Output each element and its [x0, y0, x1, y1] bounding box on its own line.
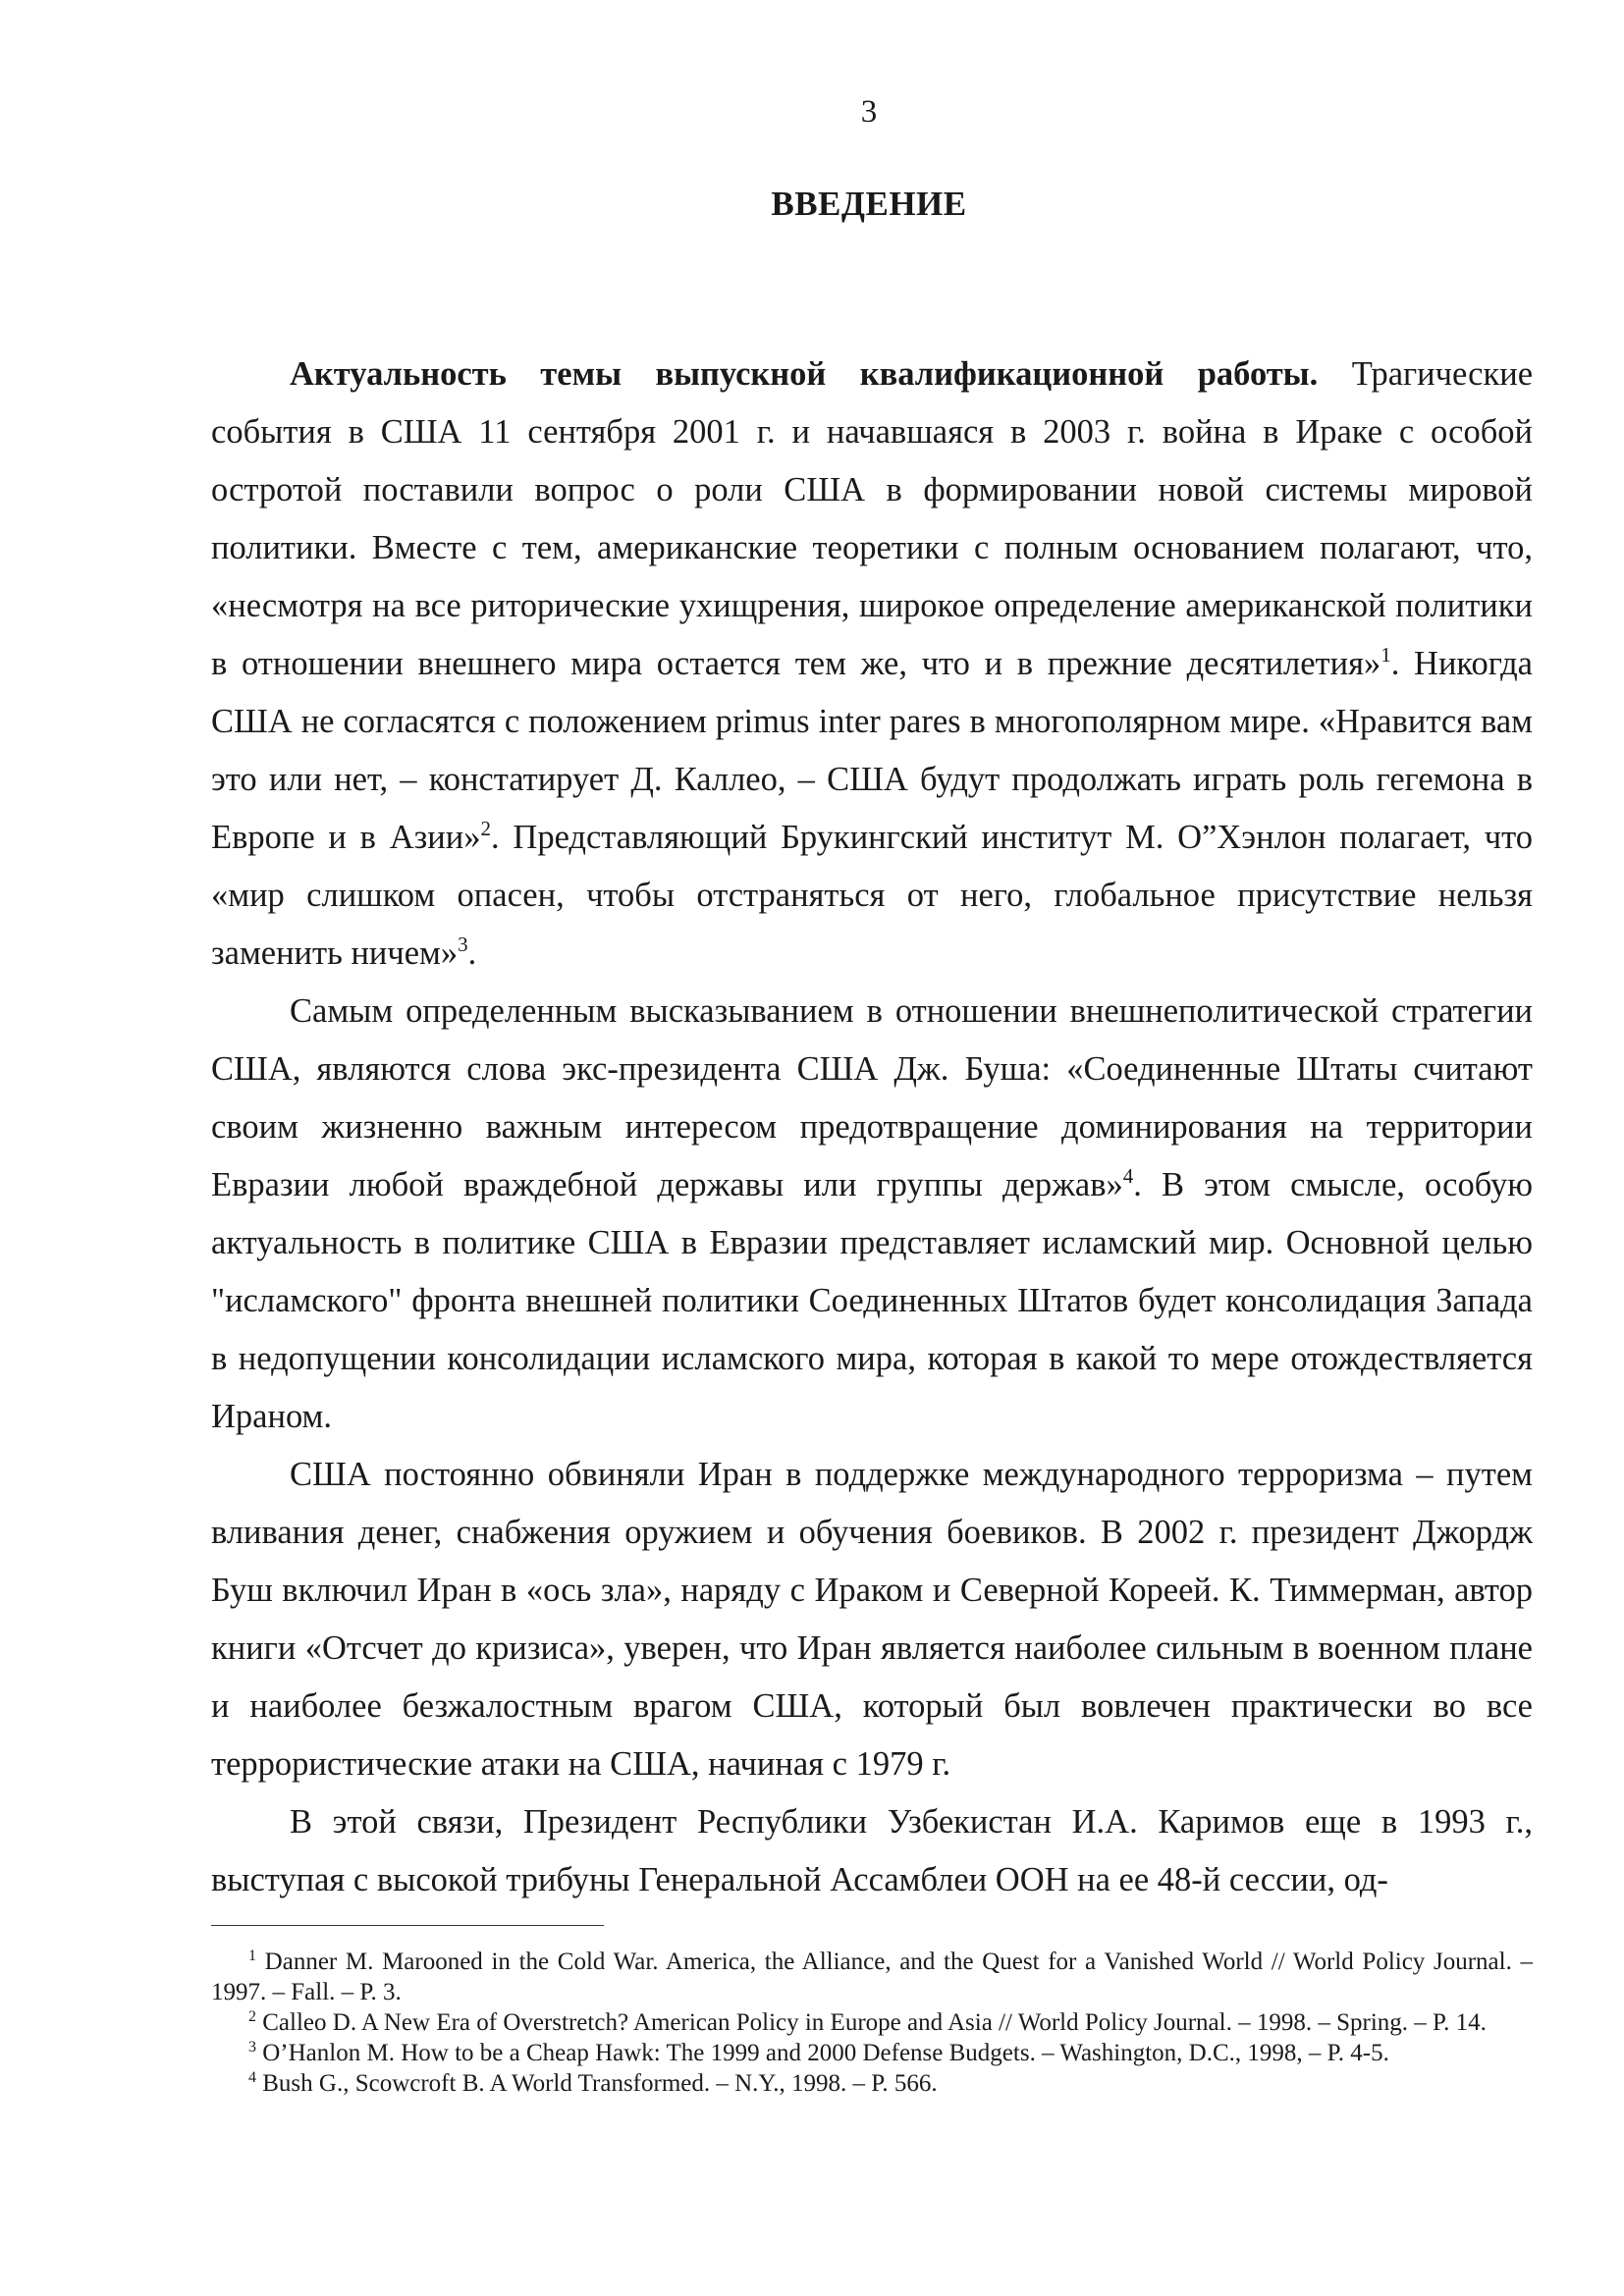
footnote-text-3: O’Hanlon M. How to be a Cheap Hawk: The 1999 and 2000 Defense Budgets. – Washington, D.C., 1998, – P. 4-5. — [256, 2040, 1389, 2066]
footnote-number-1: 1 — [248, 1948, 256, 1964]
footnote-divider — [211, 1925, 604, 1926]
paragraph-2 — [211, 983, 1533, 1446]
paragraph-2-text-2: . В этом смысле, особую актуальность в политике США в Евразии представляет исламский мир. Основной целью "исламского" фронта внешней политики Соединенных Штатов будет консолидация Запада в недопущении консолидации исламского мира, которая в какой то мере отождествляется Ираном. — [211, 1166, 1533, 1435]
footnote-ref-1: 1 — [1380, 643, 1391, 667]
paragraph-4: В этой связи, Президент Республики Узбекистан И.А. Каримов еще в 1993 г., выступая с высокой трибуны Генеральной Ассамблеи ООН на ее 48-й сессии, од- — [211, 1803, 1533, 1898]
page-number: 3 — [860, 94, 878, 130]
footnote-number-3: 3 — [248, 2039, 256, 2056]
footnote-ref-3: 3 — [458, 933, 468, 956]
paragraph-1-text-3: . Представляющий Брукингский институт М. О”Хэнлон полагает, что «мир слишком опасен, чтобы отстраняться от него, глобальное присутствие нельзя заменить ничем» — [211, 819, 1533, 972]
footnote-text-2: Calleo D. A New Era of Overstretch? American Policy in Europe and Asia // World Policy Journal. – 1998. – Spring. – P. 14. — [256, 2009, 1487, 2036]
paragraph-1-text-2: . Никогда США не согласятся с положением primus inter pares в многополярном мире. «Нравится вам это или нет, – констатирует Д. Каллео, – США будут продолжать играть роль гегемона в Европе и в Азии» — [211, 645, 1533, 856]
footnote-2 — [211, 2007, 1533, 2038]
footnotes — [211, 1947, 1533, 2099]
footnote-number-2: 2 — [248, 2008, 256, 2025]
paragraph-2-text-1: Самым определенным высказыванием в отношении внешнеполитической стратегии США, являются слова экс-президента США Дж. Буша: «Соединенные Штаты считают своим жизненно важным интересом предотвращение доминирования на территории Евразии любой враждебной державы или группы держав» — [211, 992, 1533, 1203]
footnote-1 — [211, 1947, 1533, 2007]
paragraph-1-text-4: . — [467, 934, 477, 972]
footnote-number-4: 4 — [248, 2069, 256, 2086]
footnote-text-1: Danner M. Marooned in the Cold War. America, the Alliance, and the Quest for a Vanished World // World Policy Journal. – 1997. – Fall. – P. 3. — [211, 1949, 1533, 2005]
page-title: ВВЕДЕНИЕ — [771, 185, 967, 223]
footnote-text-4: Bush G., Scowcroft B. A World Transformed. – N.Y., 1998. – P. 566. — [256, 2070, 938, 2097]
paragraph-1-text-1: Трагические события в США 11 сентября 2001 г. и начавшаяся в 2003 г. война в Ираке с особой остротой поставили вопрос о роли США в формировании новой системы мировой политики. Вместе с тем, американские теоретики с полным основанием полагают, что, «несмотря на все риторические ухищрения, широкое определение американской политики в отношении внешнего мира остается тем же, что и в прежние десятилетия» — [211, 355, 1534, 682]
main-text — [211, 346, 1533, 1909]
footnote-4 — [211, 2068, 1533, 2099]
footnote-ref-4: 4 — [1122, 1164, 1134, 1188]
footnote-ref-2: 2 — [480, 817, 491, 840]
relevance-heading: Актуальность темы выпускной квалификационной работы. — [290, 355, 1319, 393]
footnote-3 — [211, 2038, 1533, 2068]
paragraph-1 — [211, 346, 1533, 983]
paragraph-3: США постоянно обвиняли Иран в поддержке международного терроризма – путем вливания денег, снабжения оружием и обучения боевиков. В 2002 г. президент Джордж Буш включил Иран в «ось зла», наряду с Ираком и Северной Кореей. К. Тиммерман, автор книги «Отсчет до кризиса», уверен, что Иран является наиболее сильным в военном плане и наиболее безжалостным врагом США, который был вовлечен практически во все террористические атаки на США, начиная с 1979 г. — [211, 1456, 1533, 1783]
